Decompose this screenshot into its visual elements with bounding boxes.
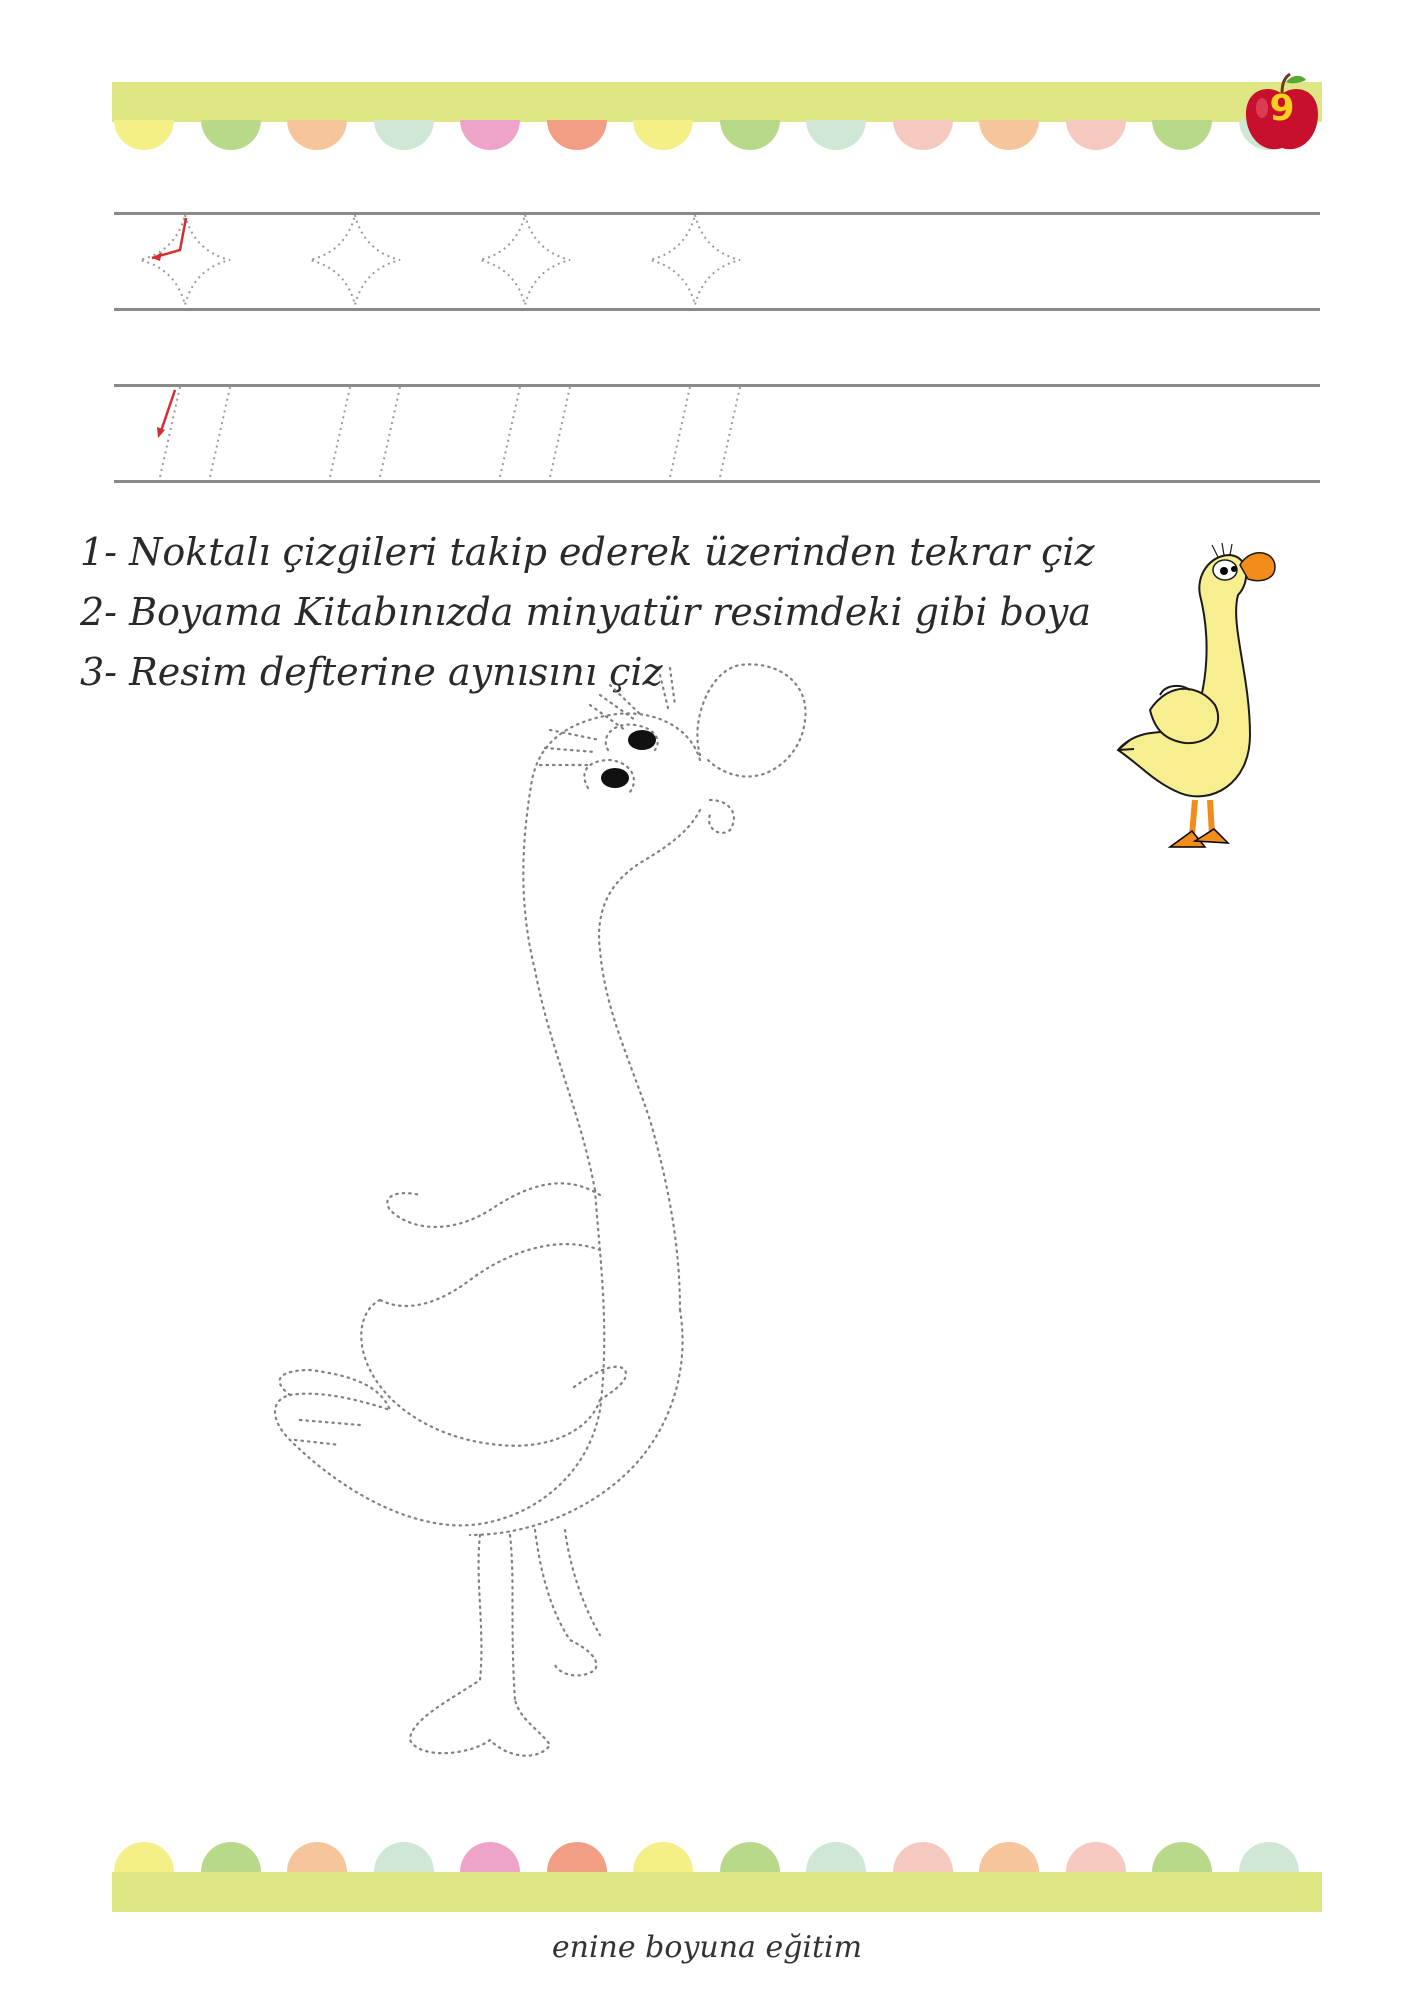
bottom-scallop-row (112, 1842, 1322, 1872)
goose-illustration (1100, 535, 1330, 865)
page-number: 9 (1269, 88, 1295, 129)
scallop-decoration (374, 120, 434, 150)
scallop-decoration (460, 1842, 520, 1872)
scallop-decoration (979, 120, 1039, 150)
scallop-decoration (893, 120, 953, 150)
guide-arrow-icon (152, 218, 186, 261)
scallop-decoration (893, 1842, 953, 1872)
footer-text: enine boyuna eğitim (551, 1930, 863, 1965)
scallop-decoration (720, 1842, 780, 1872)
bottom-color-band (112, 1872, 1322, 1912)
top-color-band (112, 82, 1322, 122)
scallop-decoration (720, 120, 780, 150)
scallop-decoration (1066, 120, 1126, 150)
scallop-decoration (287, 120, 347, 150)
star-tracing-icon (480, 215, 570, 305)
goose-tracing-outline (270, 650, 1030, 1780)
scallop-decoration (633, 1842, 693, 1872)
scallop-decoration (1152, 120, 1212, 150)
scallop-decoration (1152, 1842, 1212, 1872)
top-scallop-row (112, 120, 1322, 150)
scallop-decoration (1239, 1842, 1299, 1872)
diagonal-line-tracing-row (130, 382, 780, 487)
scallop-decoration (114, 1842, 174, 1872)
scallop-decoration (547, 1842, 607, 1872)
scallop-decoration (1066, 1842, 1126, 1872)
scallop-decoration (287, 1842, 347, 1872)
star-tracing-row (130, 210, 780, 315)
scallop-decoration (201, 1842, 261, 1872)
star-tracing-icon (310, 215, 400, 305)
star-tracing-icon (650, 215, 740, 305)
instruction-2: 2- Boyama Kitabınızda minyatür resimdeki gibi boya (80, 590, 1091, 634)
instruction-3: 3- Resim defterine aynısını çiz (80, 650, 663, 694)
scallop-decoration (547, 120, 607, 150)
scallop-decoration (633, 120, 693, 150)
guide-arrow-icon (157, 390, 175, 438)
scallop-decoration (114, 120, 174, 150)
scallop-decoration (460, 120, 520, 150)
scallop-decoration (806, 120, 866, 150)
scallop-decoration (374, 1842, 434, 1872)
scallop-decoration (979, 1842, 1039, 1872)
scallop-decoration (201, 120, 261, 150)
scallop-decoration (806, 1842, 866, 1872)
instruction-1: 1- Noktalı çizgileri takip ederek üzerinden tekrar çiz (80, 530, 1095, 574)
